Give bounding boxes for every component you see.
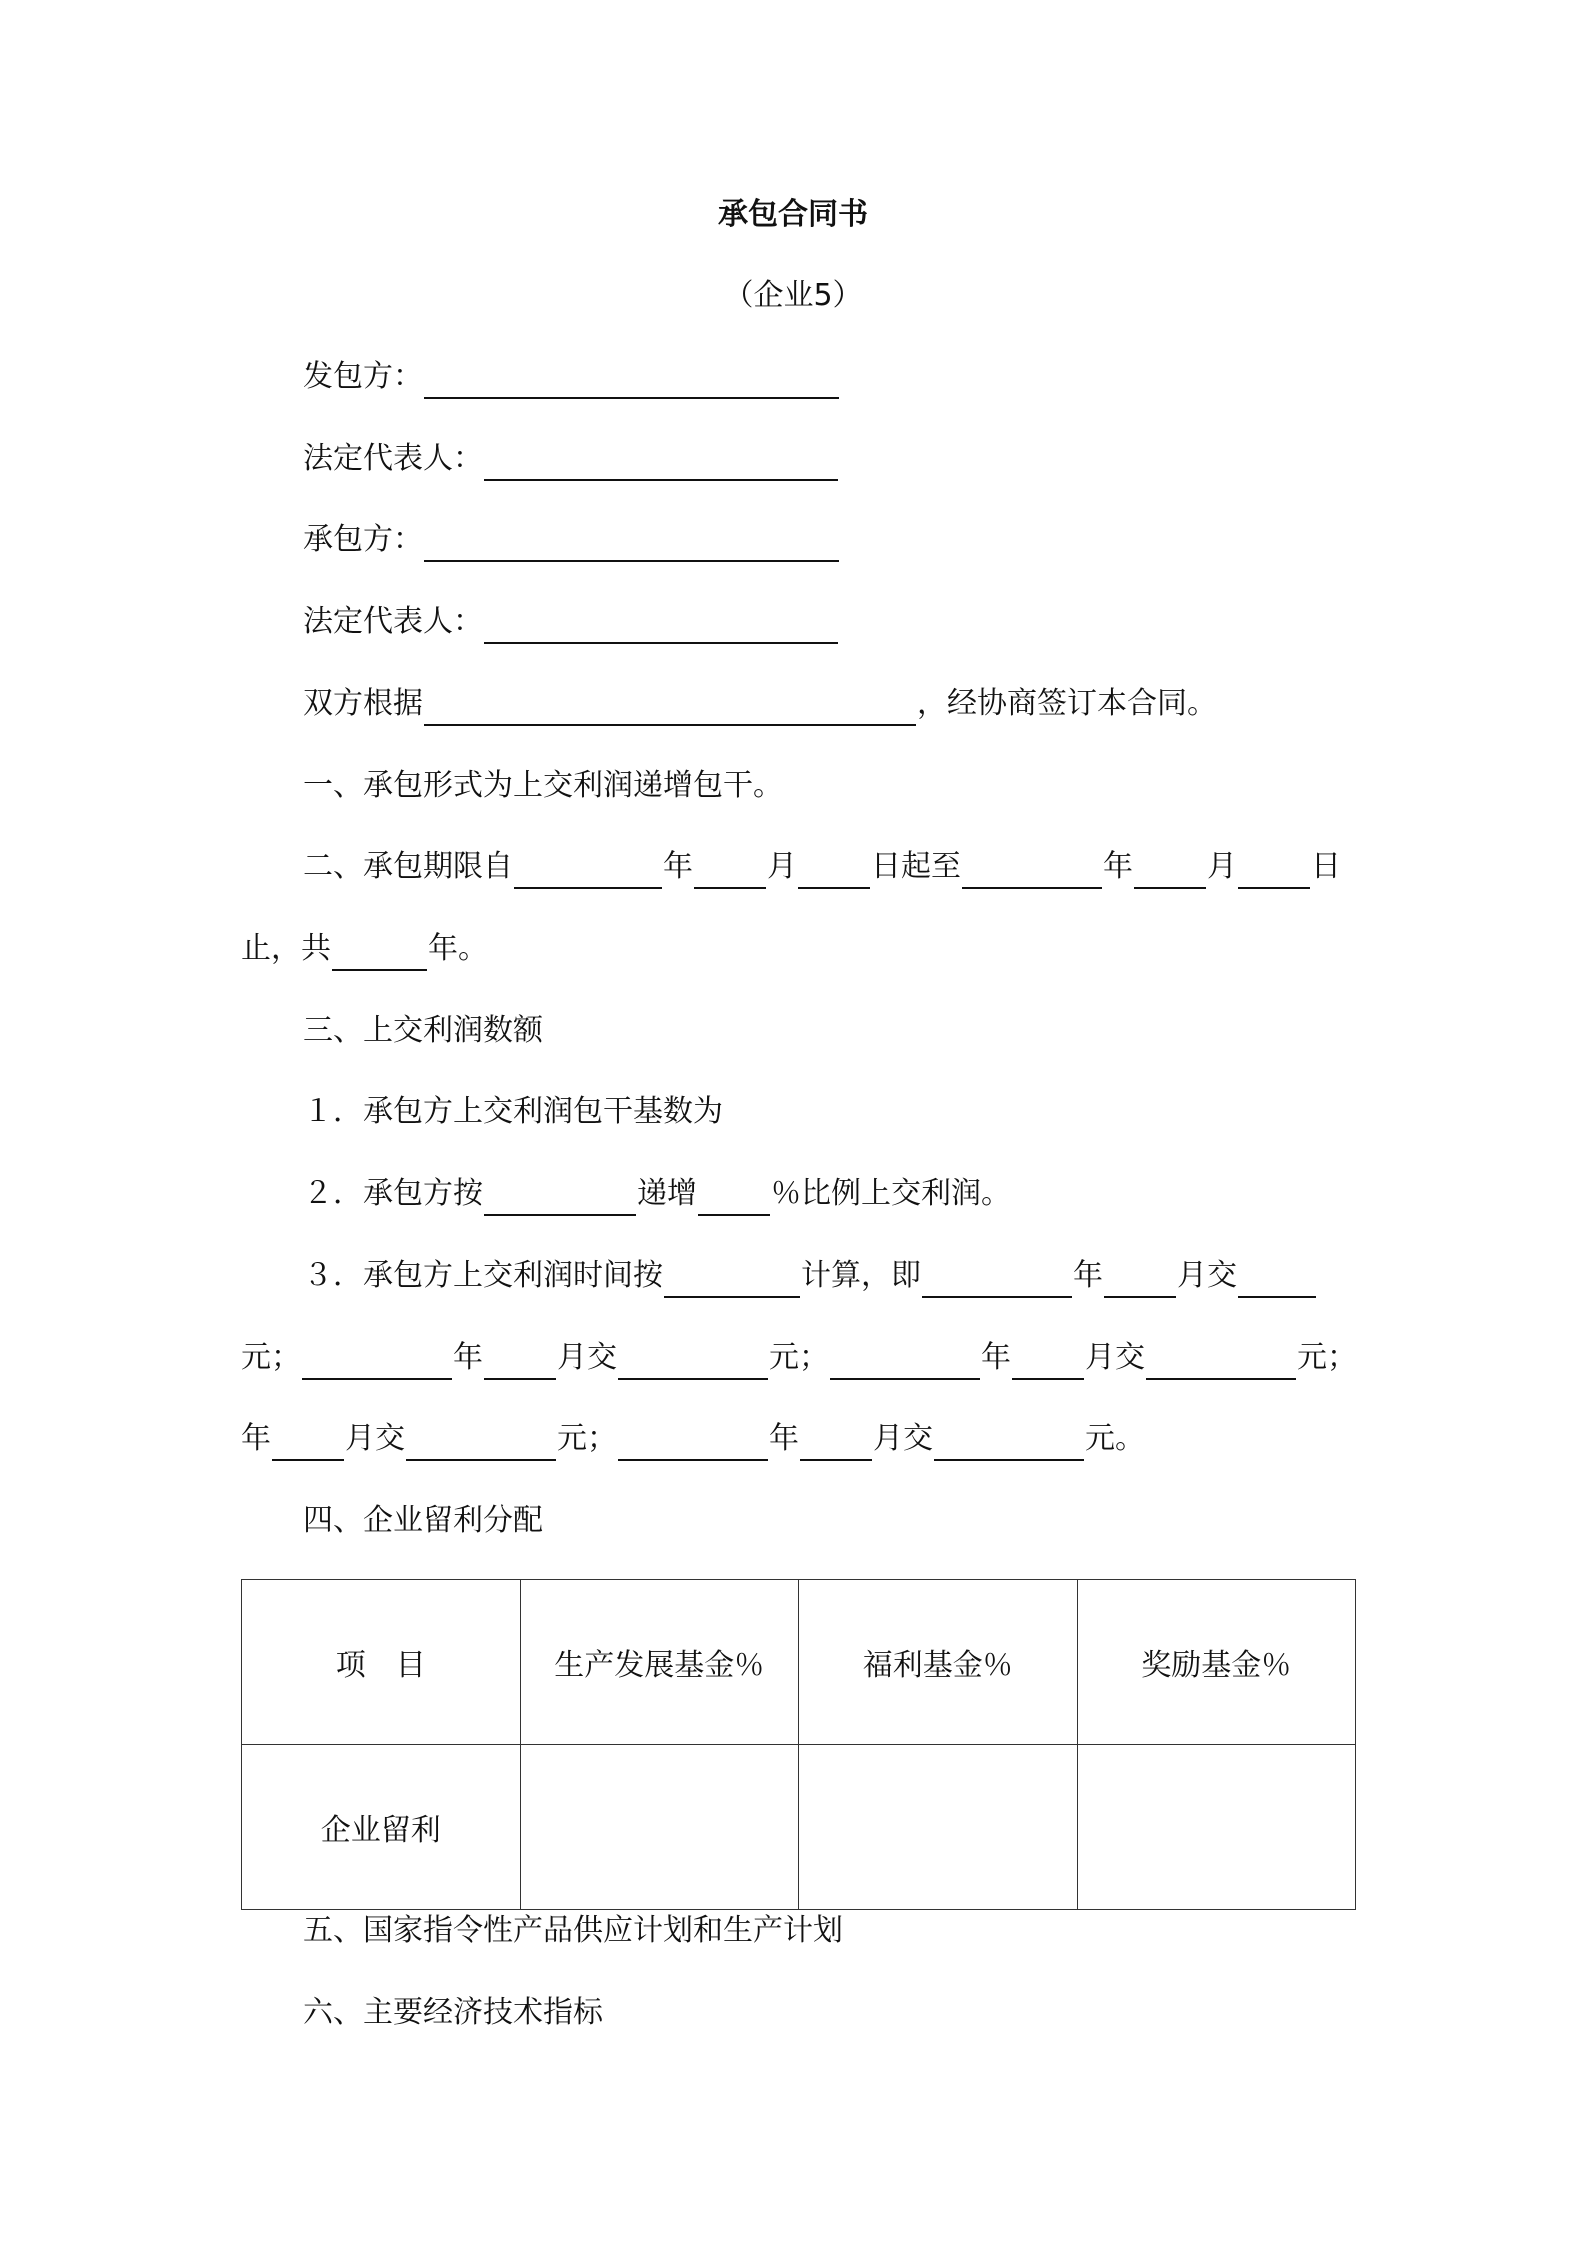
end-month-blank[interactable] xyxy=(1134,853,1206,889)
yuan-label: 元； xyxy=(241,1340,301,1375)
pay-year-blank[interactable] xyxy=(302,1344,452,1380)
basis-blank[interactable] xyxy=(424,690,916,726)
clause-2-start: 二、承包期限自 xyxy=(303,849,513,884)
end-day-blank[interactable] xyxy=(1238,853,1310,889)
clause-3-item-3-line-1 xyxy=(303,1254,1317,1298)
basis-suffix: ，经协商签订本合同。 xyxy=(917,686,1217,721)
table-row xyxy=(242,1745,1356,1910)
clause-3-item-3-line-3 xyxy=(241,1417,1145,1461)
pay-amount-blank[interactable] xyxy=(618,1344,768,1380)
pay-amount-blank[interactable] xyxy=(406,1425,556,1461)
basis-paragraph xyxy=(303,682,1217,726)
year-label: 年 xyxy=(663,849,693,884)
cell-development-fund[interactable] xyxy=(520,1745,799,1910)
contractor-rep-label: 法定代表人： xyxy=(303,604,483,639)
end-year-blank[interactable] xyxy=(962,853,1102,889)
month-pay-label: 月交 xyxy=(1085,1340,1145,1375)
item-3-start: ３．承包方上交利润时间按 xyxy=(303,1258,663,1293)
issuer-rep-blank[interactable] xyxy=(484,445,838,481)
pay-amount-blank[interactable] xyxy=(1238,1262,1316,1298)
pay-year-blank[interactable] xyxy=(922,1262,1072,1298)
table-header-row xyxy=(242,1580,1356,1745)
issuer-label: 发包方： xyxy=(303,359,423,394)
pay-amount-blank[interactable] xyxy=(934,1425,1084,1461)
pay-year-blank[interactable] xyxy=(830,1344,980,1380)
month-label: 月 xyxy=(1207,849,1237,884)
issuer-rep-field xyxy=(303,437,839,481)
header-item: 项 目 xyxy=(242,1580,521,1745)
month-pay-label: 月交 xyxy=(557,1340,617,1375)
contractor-rep-field xyxy=(303,600,839,644)
year-label: 年 xyxy=(1103,849,1133,884)
month-label: 月 xyxy=(767,849,797,884)
period-blank[interactable] xyxy=(664,1262,800,1298)
contractor-field xyxy=(303,518,840,562)
pay-month-blank[interactable] xyxy=(1012,1344,1084,1380)
pay-amount-blank[interactable] xyxy=(1146,1344,1296,1380)
percent-blank[interactable] xyxy=(698,1180,770,1216)
yuan-label: 元； xyxy=(1297,1340,1357,1375)
start-year-blank[interactable] xyxy=(514,853,662,889)
day-from-label: 日起至 xyxy=(871,849,961,884)
clause-5-heading: 五、国家指令性产品供应计划和生产计划 xyxy=(303,1913,843,1948)
clause-1: 一、承包形式为上交利润递增包干。 xyxy=(303,768,783,803)
clause-2-end: 年。 xyxy=(428,931,488,966)
month-pay-label: 月交 xyxy=(873,1421,933,1456)
yuan-end-label: 元。 xyxy=(1085,1421,1145,1456)
issuer-blank[interactable] xyxy=(424,363,839,399)
month-pay-label: 月交 xyxy=(345,1421,405,1456)
clause-3-item-1: １．承包方上交利润包干基数为 xyxy=(303,1094,723,1129)
total-years-blank[interactable] xyxy=(332,935,427,971)
cell-bonus-fund[interactable] xyxy=(1077,1745,1356,1910)
basis-prefix: 双方根据 xyxy=(303,686,423,721)
clause-3-item-2 xyxy=(303,1172,1011,1216)
year-label: 年 xyxy=(241,1421,271,1456)
header-bonus-fund: 奖励基金％ xyxy=(1077,1580,1356,1745)
header-development-fund: 生产发展基金％ xyxy=(520,1580,799,1745)
pay-year-blank[interactable] xyxy=(618,1425,768,1461)
pay-month-blank[interactable] xyxy=(1104,1262,1176,1298)
clause-3-item-3-line-2 xyxy=(241,1336,1357,1380)
cell-welfare-fund[interactable] xyxy=(799,1745,1078,1910)
day-label: 日 xyxy=(1311,849,1341,884)
issuer-rep-label: 法定代表人： xyxy=(303,441,483,476)
base-blank[interactable] xyxy=(484,1180,636,1216)
clause-4-heading: 四、企业留利分配 xyxy=(303,1503,543,1538)
clause-3-heading: 三、上交利润数额 xyxy=(303,1013,543,1048)
pay-month-blank[interactable] xyxy=(800,1425,872,1461)
issuer-field xyxy=(303,355,840,399)
yuan-label: 元； xyxy=(769,1340,829,1375)
start-month-blank[interactable] xyxy=(694,853,766,889)
item-2-increase: 递增 xyxy=(637,1176,697,1211)
document-subtitle: （企业5） xyxy=(723,278,863,313)
item-3-calc: 计算，即 xyxy=(801,1258,921,1293)
document-title: 承包合同书 xyxy=(718,197,868,232)
clause-6-heading: 六、主要经济技术指标 xyxy=(303,1995,603,2030)
month-pay-label: 月交 xyxy=(1177,1258,1237,1293)
clause-2-total-label: 止，共 xyxy=(241,931,331,966)
yuan-label: 元； xyxy=(557,1421,617,1456)
pay-month-blank[interactable] xyxy=(484,1344,556,1380)
profit-allocation-table xyxy=(241,1579,1356,1910)
year-label: 年 xyxy=(769,1421,799,1456)
contractor-rep-blank[interactable] xyxy=(484,608,838,644)
contractor-label: 承包方： xyxy=(303,522,423,557)
row-label-retained-profit: 企业留利 xyxy=(242,1745,521,1910)
item-2-start: ２．承包方按 xyxy=(303,1176,483,1211)
item-2-end: ％比例上交利润。 xyxy=(771,1176,1011,1211)
header-welfare-fund: 福利基金％ xyxy=(799,1580,1078,1745)
pay-month-blank[interactable] xyxy=(272,1425,344,1461)
clause-2-line-1 xyxy=(303,845,1341,889)
year-label: 年 xyxy=(453,1340,483,1375)
clause-2-line-2 xyxy=(241,927,488,971)
year-label: 年 xyxy=(1073,1258,1103,1293)
start-day-blank[interactable] xyxy=(798,853,870,889)
contractor-blank[interactable] xyxy=(424,526,839,562)
year-label: 年 xyxy=(981,1340,1011,1375)
